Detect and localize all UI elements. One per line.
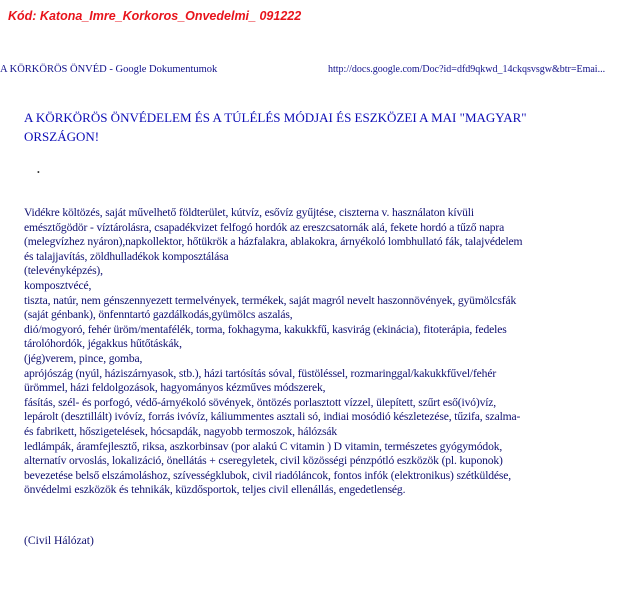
- body-line: tiszta, natúr, nem génszennyezett termelvények, termékek, saját magról nevelt haszonnövények, gyümölcsfák: [24, 293, 517, 307]
- body-paragraph: [24, 206, 636, 498]
- body-line: (melegvízhez nyáron),napkollektor, hőtükrök a házfalakra, ablakokra, árnyékoló lombhullató fák, talajvédelem: [24, 235, 523, 249]
- body-line: és talajjavítás, zöldhulladékok komposztálása: [24, 249, 229, 263]
- body-line: tárolóhordók, jégakkus hűtőtáskák,: [24, 337, 182, 351]
- body-line: lepárolt (desztillált) ivóvíz, forrás ivóvíz, káliummentes asztali só, indiai mosódió készletezése, tűzifa, szalma-: [24, 410, 521, 424]
- body-line: és fabrikett, hőszigetelések, hócsapdák, nagyobb termoszok, hálózsák: [24, 424, 338, 438]
- body-line: bevezetése belső elszámoláshoz, szívességklubok, civil riadóláncok, fontos infók (elektronikus) szétküldése,: [24, 468, 512, 482]
- body-line: fásítás, szél- és porfogó, védő-árnyékoló sövények, öntözés porlasztott vízzel, ülepített, szűrt eső(ivó)víz,: [24, 395, 497, 409]
- print-header-title: A KÖRKÖRÖS ÖNVÉD - Google Dokumentumok: [0, 64, 218, 75]
- body-line: Vidékre költözés, saját művelhető földterület, kútvíz, esővíz gyűjtése, ciszterna v. használaton kívüli: [24, 206, 474, 219]
- document-title-line: A KÖRKÖRÖS ÖNVÉDELEM ÉS A TÚLÉLÉS MÓDJAI ÉS ESZKÖZEI A MAI "MAGYAR": [24, 110, 527, 125]
- print-header-url: http://docs.google.com/Doc?id=dfd9qkwd_14ckqsvsgw&btr=Emai...: [328, 64, 606, 75]
- signature: (Civil Hálózat): [24, 534, 94, 547]
- document-code-label: Kód: Katona_Imre_Korkoros_Onvedelmi_ 091222: [8, 9, 302, 23]
- bullet-marker: •: [37, 168, 40, 177]
- document-title-line: ORSZÁGON!: [24, 129, 100, 144]
- body-line: (saját génbank), önfenntartó gazdálkodás,gyümölcs aszalás,: [24, 308, 293, 322]
- body-line: (televényképzés),: [24, 264, 103, 278]
- body-line: ledlámpák, áramfejlesztő, riksa, aszkorbinsav (por alakú C vitamin ) D vitamin, természetes gyógymódok,: [24, 439, 503, 453]
- body-line: emésztőgödör - víztárolásra, csapadékvizet felfogó hordók az ereszcsatornák alá, fekete hordó a tűző napra: [24, 220, 505, 234]
- body-line: ürömmel, házi feldolgozások, hagyományos kézműves módszerek,: [24, 381, 326, 395]
- document-title: [24, 108, 584, 146]
- body-line: komposztvécé,: [24, 278, 92, 292]
- body-line: aprójószág (nyúl, háziszárnyasok, stb.), házi tartósítás sóval, füstöléssel, rozmaringgal/kakukkfűvel/fehér: [24, 366, 497, 380]
- body-line: dió/mogyoró, fehér üröm/mentafélék, torma, fokhagyma, kakukkfű, kasvirág (ekinácia), fitoterápia, fedeles: [24, 322, 507, 336]
- body-line: alternatív orvoslás, lokalizáció, önellátás + cseregyletek, civil közösségi pénzpótló eszközök (pl. kuponok): [24, 454, 503, 468]
- body-line: önvédelmi eszközök és tehnikák, küzdősportok, teljes civil ellenállás, engedetlenség.: [24, 483, 406, 497]
- body-line: (jég)verem, pince, gomba,: [24, 351, 143, 365]
